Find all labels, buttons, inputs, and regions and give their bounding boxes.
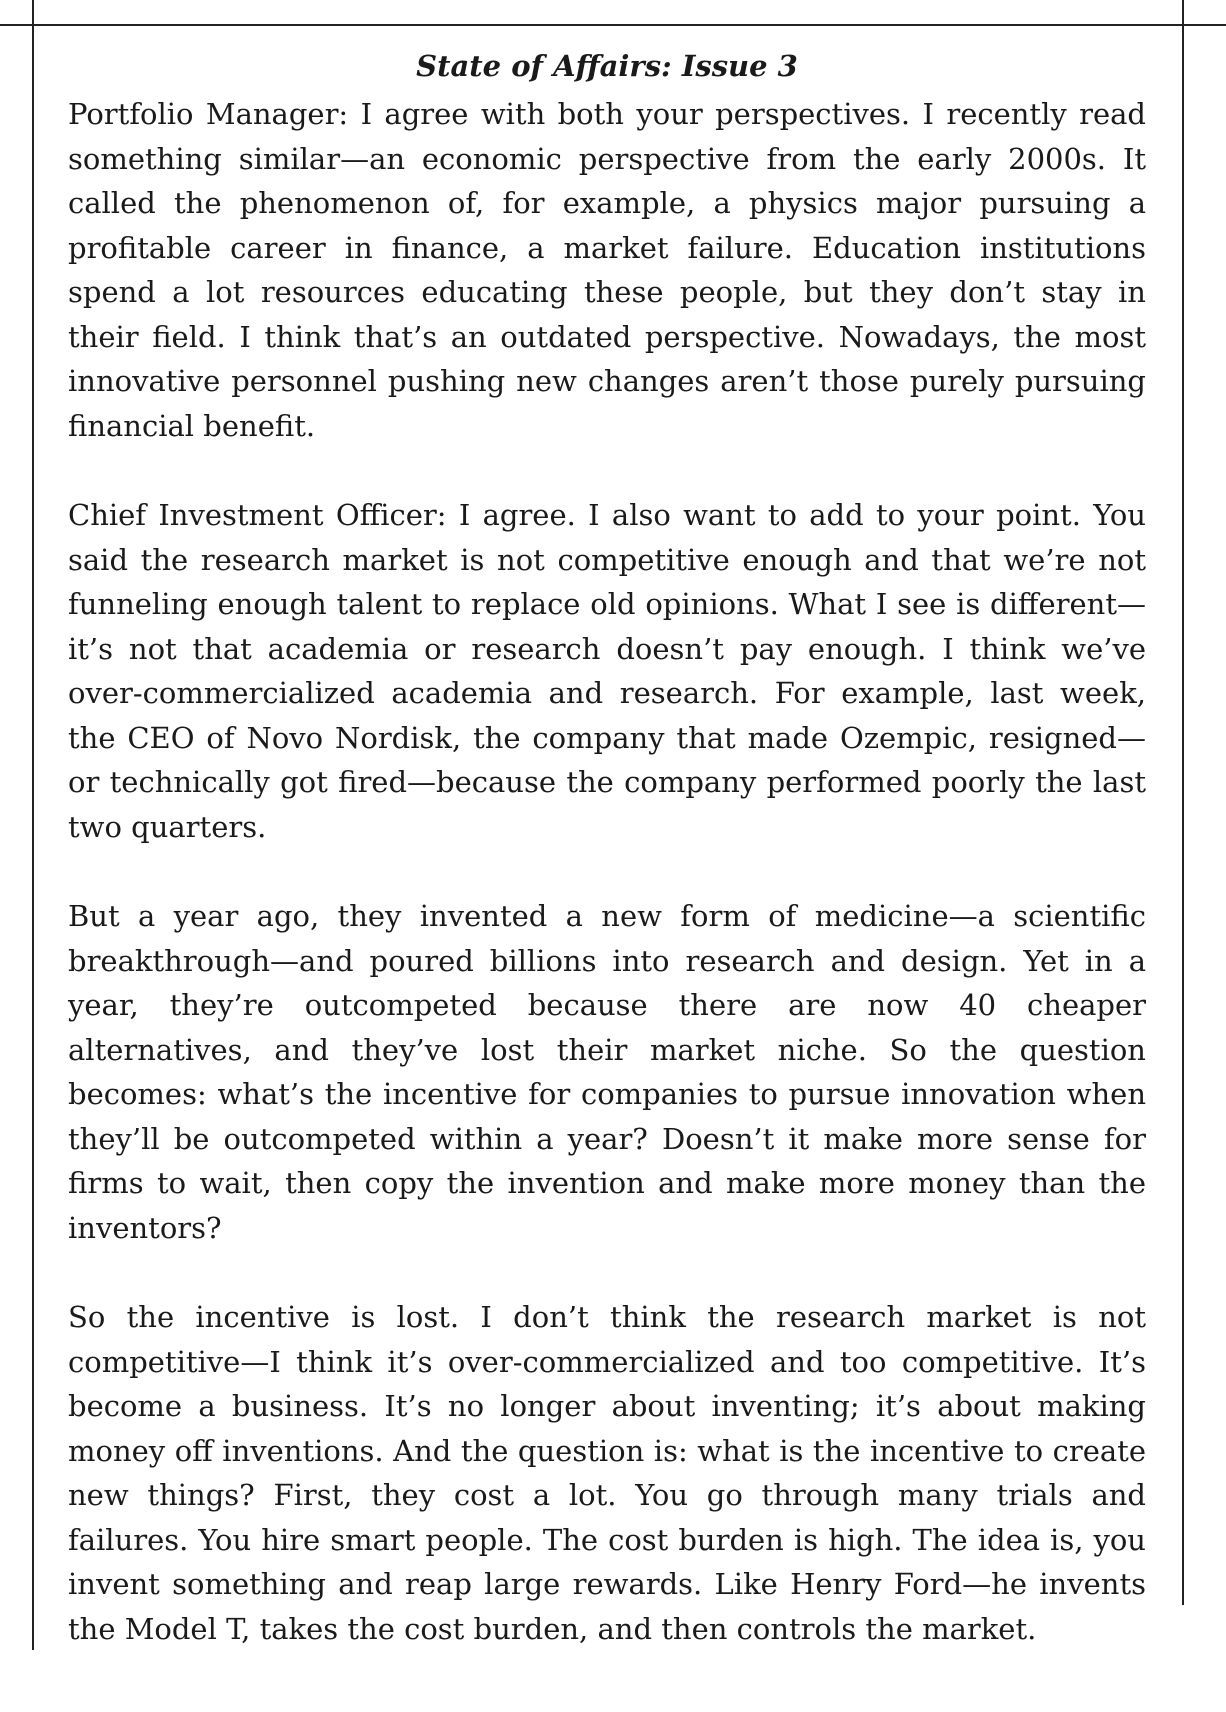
document-page bbox=[68, 46, 1146, 1651]
paragraph-chief-investment-officer: Chief Investment Officer: I agree. I also want to add to your point. You said the research market is not competitive enough and that we’re not funneling enough talent to replace old opinions. What I see is different—it’s not that academia or research doesn’t pay enough. I think we’ve over-commercialized academia and research. For example, last week, the CEO of Novo Nordisk, the company that made Ozempic, resigned—or technically got fired—because the company performed poorly the last two quarters. bbox=[68, 498, 1146, 844]
right-border-line bbox=[1182, 0, 1184, 1605]
top-border-line bbox=[0, 24, 1226, 26]
paragraph-innovation-incentive: But a year ago, they invented a new form of medicine—a scientific breakthrough—and poured billions into research and design. Yet in a year, they’re outcompeted because there are now 40 cheaper alternatives, and they’ve lost their market niche. So the question becomes: what’s the incentive for companies to pursue innovation when they’ll be outcompeted within a year? Doesn’t it make more sense for firms to wait, then copy the invention and make more money than the inventors? bbox=[68, 899, 1146, 1245]
document-title: State of Affairs: Issue 3 bbox=[416, 49, 798, 83]
left-border-line bbox=[32, 0, 34, 1650]
paragraph-portfolio-manager: Portfolio Manager: I agree with both your perspectives. I recently read something similar—an economic perspective from the early 2000s. It called the phenomenon of, for example, a physics major pursuing a profitable career in finance, a market failure. Education institutions spend a lot resources educating these people, but they don’t stay in their field. I think that’s an outdated perspective. Nowadays, the most innovative personnel pushing new changes aren’t those purely pursuing financial benefit. bbox=[68, 97, 1146, 443]
paragraph-over-commercialization: So the incentive is lost. I don’t think the research market is not competitive—I think it’s over-commercialized and too competitive. It’s become a business. It’s no longer about inventing; it’s about making money off inventions. And the question is: what is the incentive to create new things? First, they cost a lot. You go through many trials and failures. You hire smart people. The cost burden is high. The idea is, you invent something and reap large rewards. Like Henry Ford—he invents the Model T, takes the cost burden, and then controls the market. bbox=[68, 1300, 1146, 1646]
